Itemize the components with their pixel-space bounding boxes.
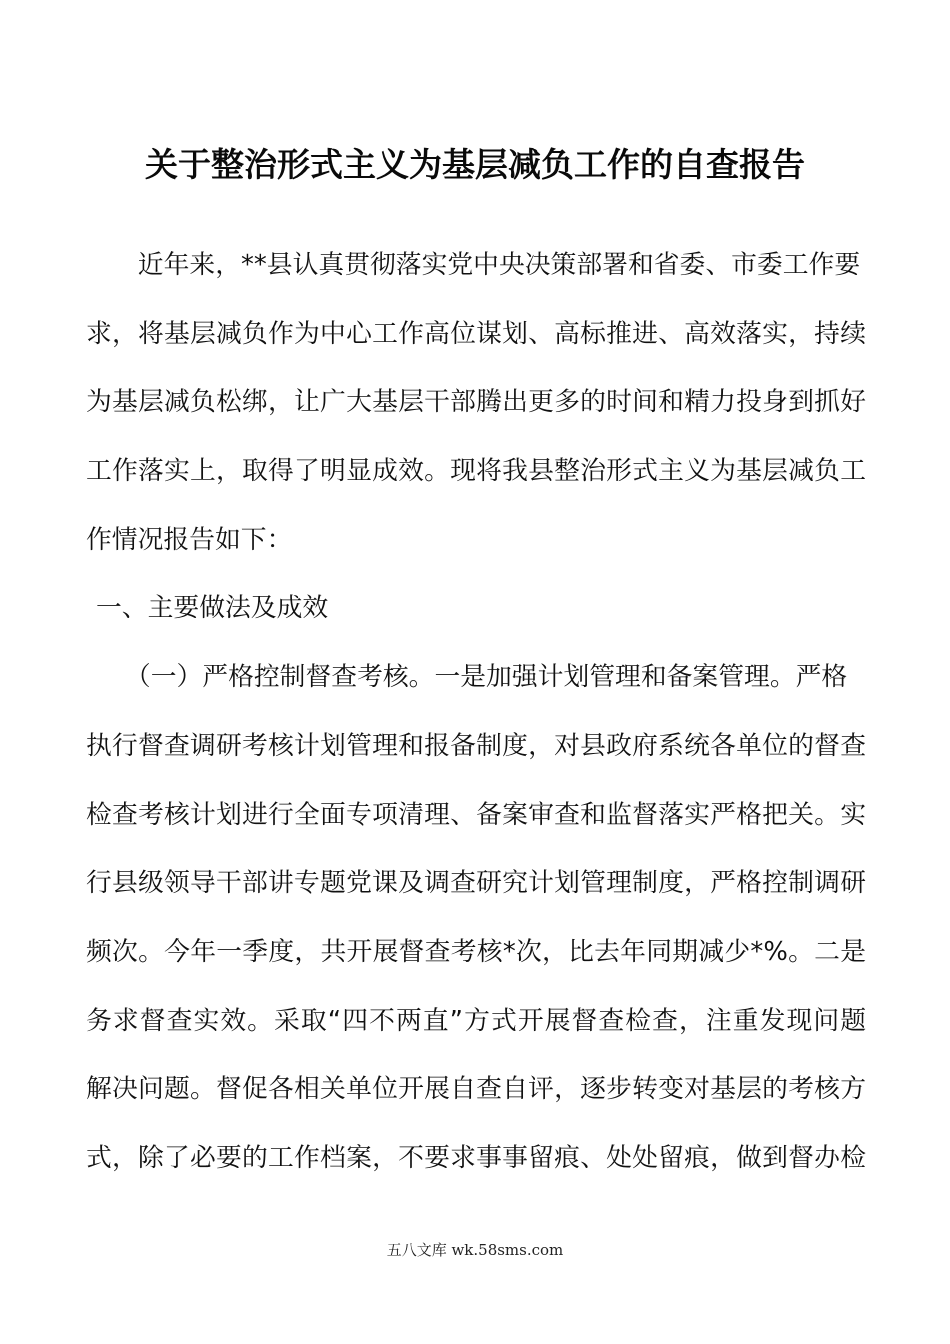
paragraph-line: 式，除了必要的工作档案，不要求事事留痕、处处留痕，做到督办检	[86, 1142, 866, 1173]
paragraph-line: 求，将基层减负作为中心工作高位谋划、高标推进、高效落实，持续	[86, 318, 866, 349]
paragraph-line: 解决问题。督促各相关单位开展自查自评，逐步转变对基层的考核方	[86, 1074, 866, 1105]
paragraph-line: 近年来，**县认真贯彻落实党中央决策部署和省委、市委工作要	[112, 250, 861, 280]
document-title: 关于整治形式主义为基层减负工作的自查报告	[145, 145, 805, 184]
paragraph-line: 频次。今年一季度，共开展督查考核*次，比去年同期减少*%。二是	[86, 936, 866, 967]
paragraph-line: 务求督查实效。采取“四不两直”方式开展督查检查，注重发现问题	[86, 1005, 866, 1036]
paragraph-line: 行县级领导干部讲专题党课及调查研究计划管理制度，严格控制调研	[86, 868, 866, 899]
document-body	[86, 240, 866, 1202]
paragraph-line: （一）严格控制督查考核。一是加强计划管理和备案管理。严格	[112, 662, 848, 693]
paragraph-line: 作情况报告如下：	[86, 524, 293, 555]
paragraph-line: 执行督查调研考核计划管理和报备制度，对县政府系统各单位的督查	[86, 730, 866, 761]
page-footer-watermark: 五八文库 wk.58sms.com	[386, 1241, 564, 1259]
paragraph-line: 工作落实上，取得了明显成效。现将我县整治形式主义为基层减负工	[86, 456, 866, 487]
paragraph-line: 为基层减负松绑，让广大基层干部腾出更多的时间和精力投身到抓好	[86, 387, 866, 418]
paragraph-line: 检查考核计划进行全面专项清理、备案审查和监督落实严格把关。实	[86, 799, 866, 830]
section-heading: 一、主要做法及成效	[96, 593, 329, 624]
